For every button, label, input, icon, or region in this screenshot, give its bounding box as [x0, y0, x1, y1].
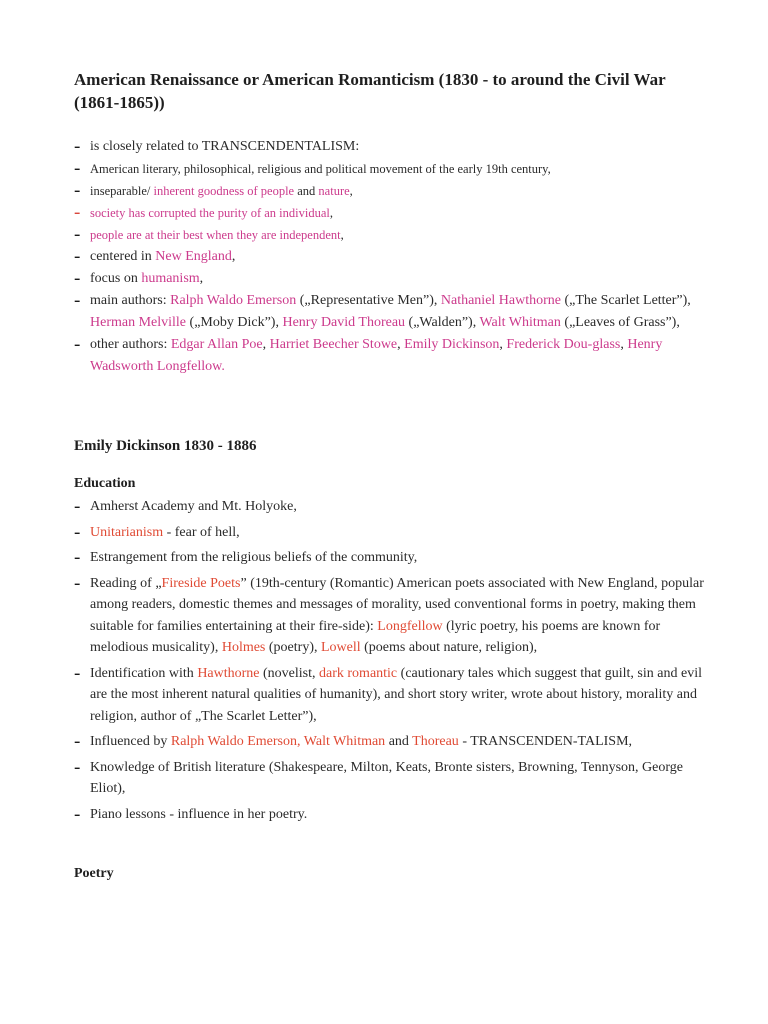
transcendentalism-list [74, 136, 714, 378]
education-heading: Education [74, 476, 136, 491]
bullet-dash: - [74, 246, 81, 267]
highlighted-text: Ralph Waldo Emerson, Walt Whitman [170, 734, 386, 749]
bullet-dash: - [74, 202, 81, 223]
text-run: Identification with [90, 665, 198, 681]
highlighted-text: Lowell [320, 640, 361, 655]
highlighted-text: people are at their best when they are independent [90, 228, 341, 242]
list-item-text [90, 293, 691, 330]
text-run: , [499, 337, 507, 352]
list-item-text [90, 734, 632, 749]
list-item-text [90, 666, 702, 724]
highlighted-text: dark romantic [319, 665, 398, 681]
highlighted-text: society has corrupted the purity of an individual [90, 206, 330, 220]
poetry-heading: Poetry [74, 866, 114, 881]
highlighted-text: Edgar Allan Poe [170, 337, 263, 352]
text-run: Estrangement from the religious beliefs of the community, [90, 550, 418, 565]
list-item [74, 334, 714, 378]
bullet-dash: - [74, 662, 81, 684]
author-heading: Emily Dickinson 1830 - 1886 [74, 438, 257, 454]
list-item [74, 757, 714, 800]
highlighted-text: Emily Dickinson [404, 337, 500, 352]
list-item [74, 268, 714, 290]
text-run: (novelist, [259, 665, 320, 681]
text-run: - TRANSCENDEN-TALISM, [458, 734, 633, 749]
text-run: („Moby Dick”), [186, 315, 283, 330]
text-run: („The Scarlet Letter”), [561, 293, 691, 308]
text-run: American literary, philosophical, religious and political movement of the early 19th century, [90, 162, 551, 176]
list-item [74, 136, 714, 158]
text-run: , [199, 271, 204, 286]
highlighted-text: Nathaniel Hawthorne [440, 293, 561, 308]
bullet-dash: - [74, 547, 81, 568]
highlighted-text: Thoreau [412, 734, 459, 749]
text-run: Amherst Academy and Mt. Holyoke, [90, 499, 297, 514]
highlighted-text: Herman Melville [90, 315, 187, 330]
list-item [74, 202, 714, 224]
list-item-text [90, 550, 417, 565]
highlighted-text: Frederick Dou-glass [506, 337, 621, 352]
bullet-dash: - [74, 136, 81, 157]
list-item-text [90, 228, 344, 242]
list-item [74, 180, 714, 202]
highlighted-text: nature [318, 184, 350, 198]
text-run: (cautionary tales which suggest that guilt, sin and evil are the most inherent natural qualities of humanity), and short story writer, wrote about history, morality and religion, author of „The Scarlet Letter”), [90, 665, 702, 724]
text-run: - fear of hell, [163, 524, 240, 540]
highlighted-text: Longfellow [377, 618, 443, 634]
text-run: main authors: [90, 293, 171, 308]
bullet-dash: - [74, 158, 81, 179]
bullet-dash: - [74, 290, 81, 311]
text-run: ” (19th-century (Romantic) American poets associated with New England, popular among readers, domestic themes and messages of morality, used conventional forms in poetry, making them suitable for families entertaining at their fire-side): [90, 575, 704, 634]
list-item [74, 804, 714, 826]
list-item-text [90, 576, 704, 656]
page-title: American Renaissance or American Romanticism (1830 - to around the Civil War (1861-1865)) [74, 70, 666, 112]
bullet-dash: - [74, 756, 81, 778]
list-item [74, 290, 714, 334]
text-run: other authors: [90, 337, 171, 352]
text-run: , [349, 184, 353, 198]
text-run: , [262, 337, 270, 352]
list-item-text [90, 271, 203, 286]
highlighted-text: humanism [141, 271, 200, 286]
bullet-dash: - [74, 572, 81, 594]
highlighted-text: Walt Whitman [479, 315, 561, 330]
highlighted-text: Fireside Poets [161, 575, 241, 591]
list-item [74, 573, 714, 659]
text-run: , [329, 206, 333, 220]
list-item-text [90, 206, 333, 220]
text-run: (poetry), [265, 640, 321, 655]
list-item [74, 224, 714, 246]
text-run: Piano lessons - influence in her poetry. [90, 806, 308, 822]
text-run: („Walden”), [405, 315, 480, 330]
list-item-text [90, 760, 683, 797]
highlighted-text: Holmes [221, 640, 266, 655]
list-item-text [90, 249, 235, 264]
list-item-text [90, 525, 240, 540]
education-list [74, 496, 714, 825]
text-run: and [385, 734, 413, 749]
list-item [74, 547, 714, 569]
text-run: Influenced by [90, 734, 171, 749]
bullet-dash: - [74, 803, 81, 825]
text-run: („Representative Men”), [296, 293, 441, 308]
text-run: Reading of „ [90, 575, 162, 591]
list-item [74, 246, 714, 268]
highlighted-text: inherent goodness of people [153, 184, 295, 198]
text-run: (lyric poetry, his poems are known for melodious musicality), [90, 618, 661, 655]
text-run: Knowledge of British literature (Shakespeare, Milton, Keats, Bronte sisters, Browning, Tennyson, George Eliot), [90, 759, 683, 796]
highlighted-text: New England [155, 249, 232, 264]
list-item [74, 158, 714, 180]
text-run: (poems about nature, religion), [360, 640, 538, 655]
text-run: , [231, 249, 236, 264]
list-item [74, 663, 714, 728]
text-run: centered in [90, 249, 156, 264]
bullet-dash: - [74, 224, 81, 245]
text-run: , [397, 337, 405, 352]
bullet-dash: - [74, 521, 81, 543]
text-run: („Leaves of Grass”), [560, 315, 680, 330]
text-run: , [340, 228, 344, 242]
list-item [74, 496, 714, 518]
list-item [74, 731, 714, 753]
text-run: focus on [90, 271, 142, 286]
list-item-text [90, 162, 551, 176]
highlighted-text: Ralph Waldo Emerson [170, 293, 297, 308]
text-run: inseparable/ [90, 184, 154, 198]
bullet-dash: - [74, 180, 81, 201]
list-item-text [90, 139, 359, 154]
text-run: is closely related to TRANSCENDENTALISM: [90, 139, 360, 154]
highlighted-text: Harriet Beecher Stowe [269, 337, 398, 352]
list-item-text [90, 807, 307, 822]
bullet-dash: - [74, 268, 81, 289]
highlighted-text: Hawthorne [197, 665, 260, 681]
list-item-text [90, 499, 297, 514]
list-item [74, 522, 714, 544]
highlighted-text: Unitarianism [90, 524, 164, 540]
bullet-dash: - [74, 334, 81, 355]
text-run: and [294, 184, 319, 198]
list-item-text [90, 337, 662, 374]
highlighted-text: Henry David Thoreau [282, 315, 406, 330]
bullet-dash: - [74, 731, 81, 752]
bullet-dash: - [74, 496, 81, 517]
list-item-text [90, 184, 353, 198]
highlighted-text: Henry Wadsworth Longfellow. [90, 337, 663, 374]
text-run: , [620, 337, 628, 352]
